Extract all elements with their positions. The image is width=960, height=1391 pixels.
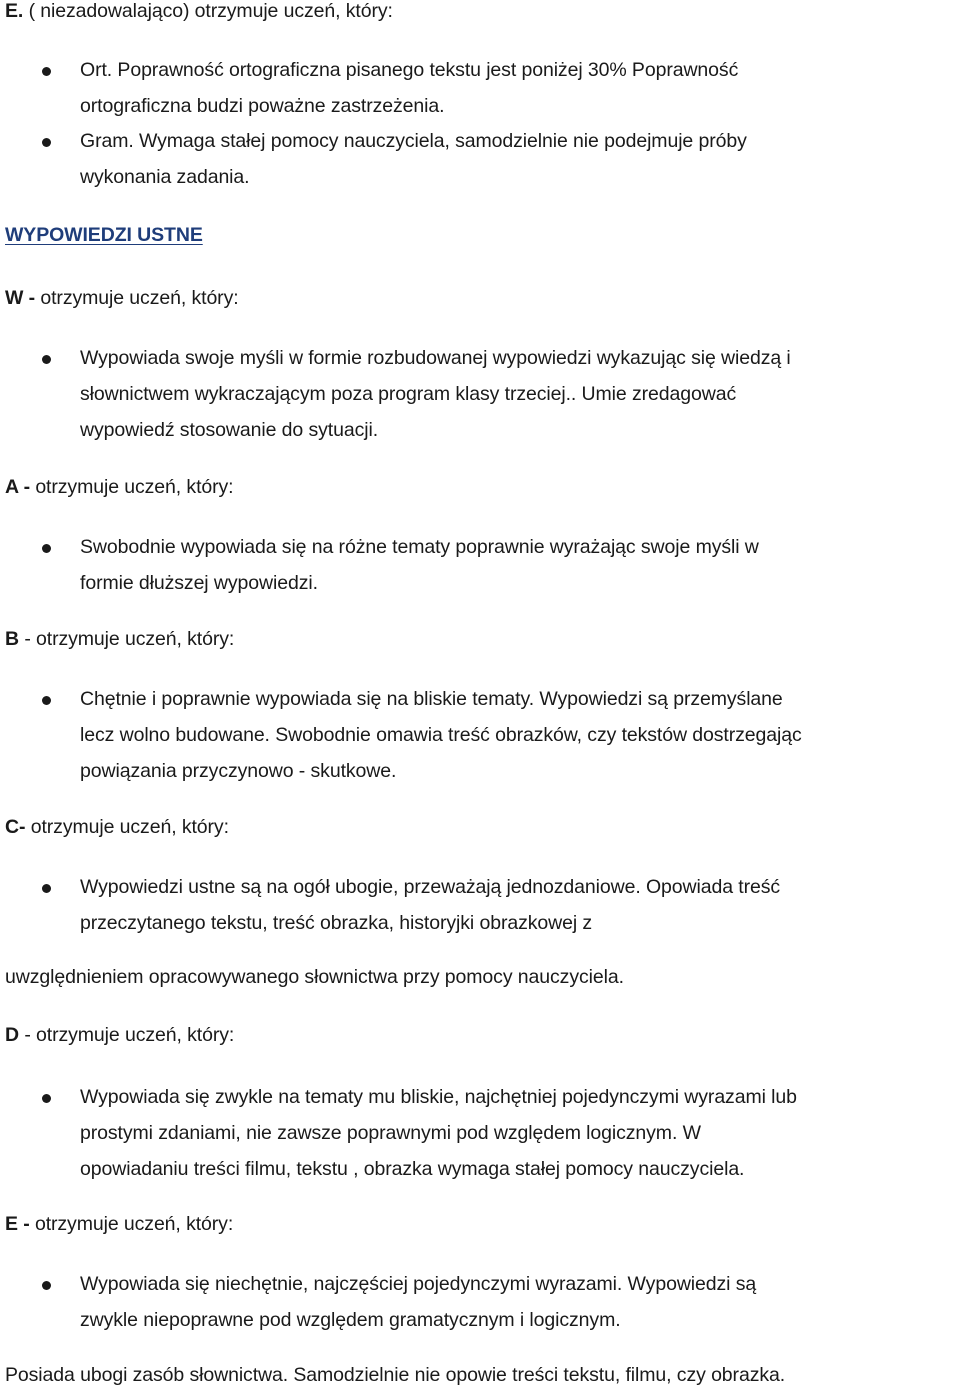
text-line: Wypowiada się zwykle na tematy mu bliskie, najchętniej pojedynczymi wyrazami lub (80, 1086, 797, 1108)
bullet-icon (42, 67, 51, 76)
grade-d-heading (5, 1024, 234, 1047)
grade-description: - otrzymuje uczeń, który: (24, 628, 235, 650)
grade-letter: B (5, 628, 19, 650)
text-line: Chętnie i poprawnie wypowiada się na bliskie tematy. Wypowiedzi są przemyślane (80, 688, 783, 710)
grade-letter: W - (5, 287, 36, 309)
text-line: ortograficzna budzi poważne zastrzeżenia. (80, 95, 445, 117)
grade-description: - otrzymuje uczeń, który: (24, 1024, 235, 1046)
grade-letter: E. (5, 0, 24, 22)
text-line: Wypowiedzi ustne są na ogół ubogie, przeważają jednozdaniowe. Opowiada treść (80, 876, 781, 898)
grade-letter: E - (5, 1213, 30, 1235)
grade-a-heading (5, 476, 234, 499)
text-line: lecz wolno budowane. Swobodnie omawia treść obrazków, czy tekstów dostrzegając (80, 724, 802, 746)
grade-c-heading (5, 816, 229, 839)
grade-description: otrzymuje uczeń, który: (34, 1213, 234, 1235)
text-line: wykonania zadania. (80, 166, 250, 188)
grade-letter: C- (5, 816, 26, 838)
bullet-icon (42, 544, 51, 553)
bullet-icon (42, 884, 51, 893)
bullet-icon (42, 138, 51, 147)
text-line: formie dłuższej wypowiedzi. (80, 572, 318, 594)
text-line: Swobodnie wypowiada się na różne tematy poprawnie wyrażając swoje myśli w (80, 536, 759, 558)
text-line: Gram. Wymaga stałej pomocy nauczyciela, samodzielnie nie podejmuje próby (80, 130, 747, 152)
text-line: prostymi zdaniami, nie zawsze poprawnymi pod względem logicznym. W (80, 1122, 701, 1144)
text-line: powiązania przyczynowo - skutkowe. (80, 760, 397, 782)
grade-e-heading (5, 0, 393, 23)
grade-description: otrzymuje uczeń, który: (40, 287, 239, 309)
paragraph-continuation: uwzględnieniem opracowywanego słownictwa przy pomocy nauczyciela. (5, 966, 624, 988)
paragraph-continuation: Posiada ubogi zasób słownictwa. Samodzielnie nie opowie treści tekstu, filmu, czy obrazka. (5, 1364, 786, 1386)
grade-b-heading (5, 628, 234, 651)
section-title: WYPOWIEDZI USTNE (5, 224, 203, 246)
bullet-icon (42, 1094, 51, 1103)
bullet-icon (42, 696, 51, 705)
text-line: opowiadaniu treści filmu, tekstu , obrazka wymaga stałej pomocy nauczyciela. (80, 1158, 745, 1180)
text-line: Wypowiada swoje myśli w formie rozbudowanej wypowiedzi wykazując się wiedzą i (80, 347, 791, 369)
text-line: Ort. Poprawność ortograficzna pisanego tekstu jest poniżej 30% Poprawność (80, 59, 739, 81)
grade-e2-heading (5, 1213, 233, 1236)
grade-description: ( niezadowalająco) otrzymuje uczeń, który: (28, 0, 393, 22)
text-line: Wypowiada się niechętnie, najczęściej pojedynczymi wyrazami. Wypowiedzi są (80, 1273, 757, 1295)
grade-letter: A - (5, 476, 30, 498)
text-line: słownictwem wykraczającym poza program klasy trzeciej.. Umie zredagować (80, 383, 737, 405)
bullet-icon (42, 355, 51, 364)
text-line: przeczytanego tekstu, treść obrazka, historyjki obrazkowej z (80, 912, 593, 934)
bullet-icon (42, 1281, 51, 1290)
text-line: zwykle niepoprawne pod względem gramatycznym i logicznym. (80, 1309, 621, 1331)
text-line: wypowiedź stosowanie do sytuacji. (80, 419, 379, 441)
grade-w-heading (5, 287, 239, 310)
grade-letter: D (5, 1024, 19, 1046)
grade-description: otrzymuje uczeń, który: (30, 816, 229, 838)
grade-description: otrzymuje uczeń, który: (35, 476, 234, 498)
